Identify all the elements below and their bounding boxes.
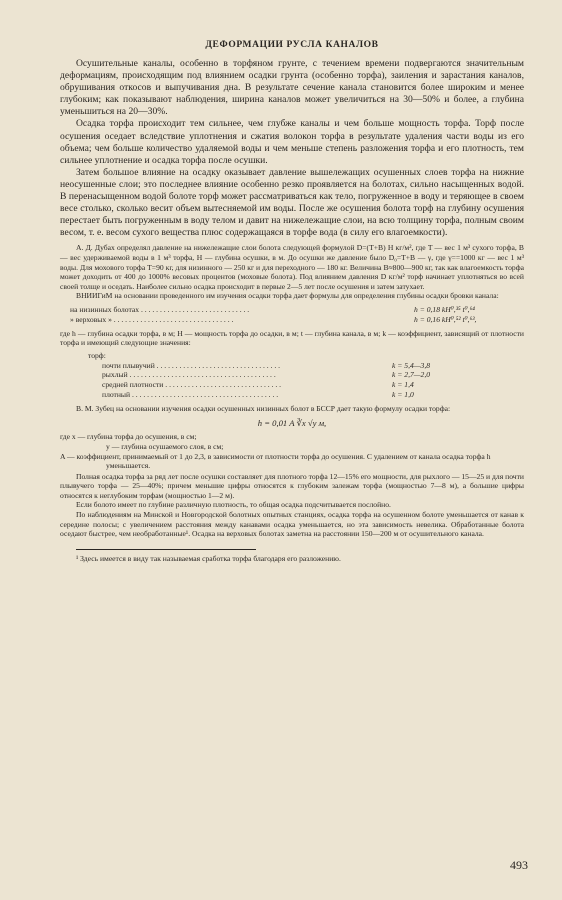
formula-row <box>70 305 524 315</box>
paragraph-1: Осушительные каналы, особенно в торфяном грунте, с течением времени подвергаются значительным деформациям, происходящим под влиянием осадки грунта (особенно торфа), заиления и зарастания каналов, обрушивания откосов и выпучивания дна. В результате сечение канала становится более широким и менее глубоким; как показывают наблюдения, ширина каналов может увеличиться на 30—50% и более, а глубина уменьшиться на 20—30%. <box>60 58 524 118</box>
coefficient-value: k = 2,7—2,0 <box>392 370 431 380</box>
coefficient-row <box>102 361 462 371</box>
observations-paragraph: По наблюдениям на Минской и Новгородской болотных опытных станциях, осадка торфа на осушенном болоте уменьшается от канав к середине полосы; с увеличением расстояния между канавами осадка уменьшается, но эта зависимость невелика. Обработанные болота оседают быстрее, чем необработанные¹. Осадка на верховых болотах заметна на расстоянии 150—200 м от осушительного канала. <box>60 510 524 539</box>
definition-line: y — глубина осушаемого слоя, в см; <box>106 441 224 451</box>
section-title: ДЕФОРМАЦИИ РУСЛА КАНАЛОВ <box>205 40 379 50</box>
coefficient-row <box>102 390 462 400</box>
formula-row <box>70 315 524 325</box>
formula-value: h = 0,16 kH⁰,⁵² t⁰,⁶³, <box>414 314 477 324</box>
formula-block-vniigim <box>70 305 524 325</box>
coefficient-peat-type: средней плотности . . . . . . . . . . . . . . . . . . . . . . . . . . . . . . . <box>102 380 282 390</box>
layered-paragraph: Если болото имеет по глубине различную плотность, то общая осадка подсчитывается послойно. <box>76 500 391 510</box>
coefficient-label: торф: <box>88 350 106 360</box>
coefficient-row <box>102 380 462 390</box>
footnote: ¹ Здесь имеется в виду так называемая сработка торфа благодаря его разложению. <box>76 553 341 563</box>
page-number: 493 <box>510 858 528 872</box>
paragraph-2: Осадка торфа происходит тем сильнее, чем глубже каналы и чем больше мощность торфа. Торф после осушения оседает вследствие уплотнения и сжатия волокон торфа в результате удаления части воды из его объема; чем больше количество удаляемой воды и чем меньше степень разложения торфа и его плотность, тем сильнее уплотнение и осадка торфа после осушки. <box>60 118 524 166</box>
paragraph-3: Затем большое влияние на осадку оказывает давление вышележащих осушенных слоев торфа на нижние неосушенные слои; это последнее влияние особенно резко проявляется на болотах, сильно насыщенных водой. В перенасыщенном водой болоте торф может рассматриваться как тело, погруженное в воду и теряющее в своем весе столько, сколько весит объем вытесняемой им воды. После же осушения болота торф на глубину осушения перестает быть погруженным в воду телом и давит на нижележащие слои, на всю толщину торфа, полным своим весом, т. е. весом сухого вещества плюс содержащаяся в торфе вода (в силу его влагоемкости). <box>60 166 524 239</box>
formula-label: на низинных болотах . . . . . . . . . . . . . . . . . . . . . . . . . . . . . <box>70 304 250 314</box>
formula-explanation: где h — глубина осадки торфа, в м; H — мощность торфа до осадки, в м; t — глубина канала, в м; k — коэффициент, зависящий от плотности торфа и имеющий следующие значения: <box>60 328 524 348</box>
coefficient-value: k = 5,4—3,8 <box>392 360 431 370</box>
coefficient-table <box>102 361 462 400</box>
coefficient-peat-type: плотный . . . . . . . . . . . . . . . . . . . . . . . . . . . . . . . . . . . . . . . <box>102 389 279 399</box>
definition-line: где x — глубина торфа до осушения, в см; <box>60 432 197 442</box>
coefficient-value: k = 1,4 <box>392 380 414 390</box>
coefficient-peat-type: почти плывучий . . . . . . . . . . . . . . . . . . . . . . . . . . . . . . . . . <box>102 360 281 370</box>
coefficient-row <box>102 370 462 380</box>
zubets-paragraph: В. М. Зубец на основании изучения осадки осушенных низинных болот в БССР дает такую формулу осадки торфа: <box>76 403 451 413</box>
coefficient-peat-type: рыхлый . . . . . . . . . . . . . . . . . . . . . . . . . . . . . . . . . . . . . . . <box>102 370 276 380</box>
formula-label: » верховых » . . . . . . . . . . . . . . . . . . . . . . . . . . . . . . . . <box>70 314 234 324</box>
full-settlement-paragraph: Полная осадка торфа за ряд лет после осушки составляет для плотного торфа 12—15% его мощности, для рыхлого — 15—25 и для почти плывучего торфа — 25—40%; причем меньшие цифры относятся к глубоким залежам торфа (мощностью 7—8 м), а большие цифры относятся к неглубоким торфам (мощностью 1—2 м). <box>60 471 524 500</box>
vniigim-paragraph: ВНИИГиМ на основании проведенного им изучения осадки торфа дает формулы для определения глубины осадки бровки канала: <box>76 291 499 301</box>
formula-value: h = 0,18 kH⁰,³⁵ t⁰,⁶⁴ <box>414 304 475 314</box>
definition-line: A — коэффициент, принимаемый от 1 до 2,3, в зависимости от плотности торфа до осушения. С удалением от канала осадка торфа h уменьшается. <box>60 451 491 471</box>
footnote-divider <box>76 549 256 550</box>
zubets-formula: h = 0,01 A ∛x √y м, <box>257 418 327 429</box>
dubah-paragraph: А. Д. Дубах определял давление на нижележащие слои болота следующей формулой D=(T+B) H кг/м², где T — вес 1 м³ сухого торфа, B — вес удерживаемой воды в 1 м³ торфа, H — глубина осушки, в м. До осушки же давление было D₀=T+B — γ, где γ==1000 кг — вес 1 м³ воды. Для мохового торфа T=90 кг, для низинного — 250 кг и для переходного — 180 кг. Величина B≈800—900 кг, так как влагоемкость торфа может доходить от 400 до 1000% весовых процентов (моховые болота). Под влиянием давления D кг/м² торф начинает уплотняться во всей своей толще и оседать. Наиболее сильно осадка происходит в первые 2—5 лет после осушения и затем затухает. <box>60 243 524 291</box>
coefficient-value: k = 1,0 <box>392 389 414 399</box>
formula-definitions <box>60 432 524 470</box>
